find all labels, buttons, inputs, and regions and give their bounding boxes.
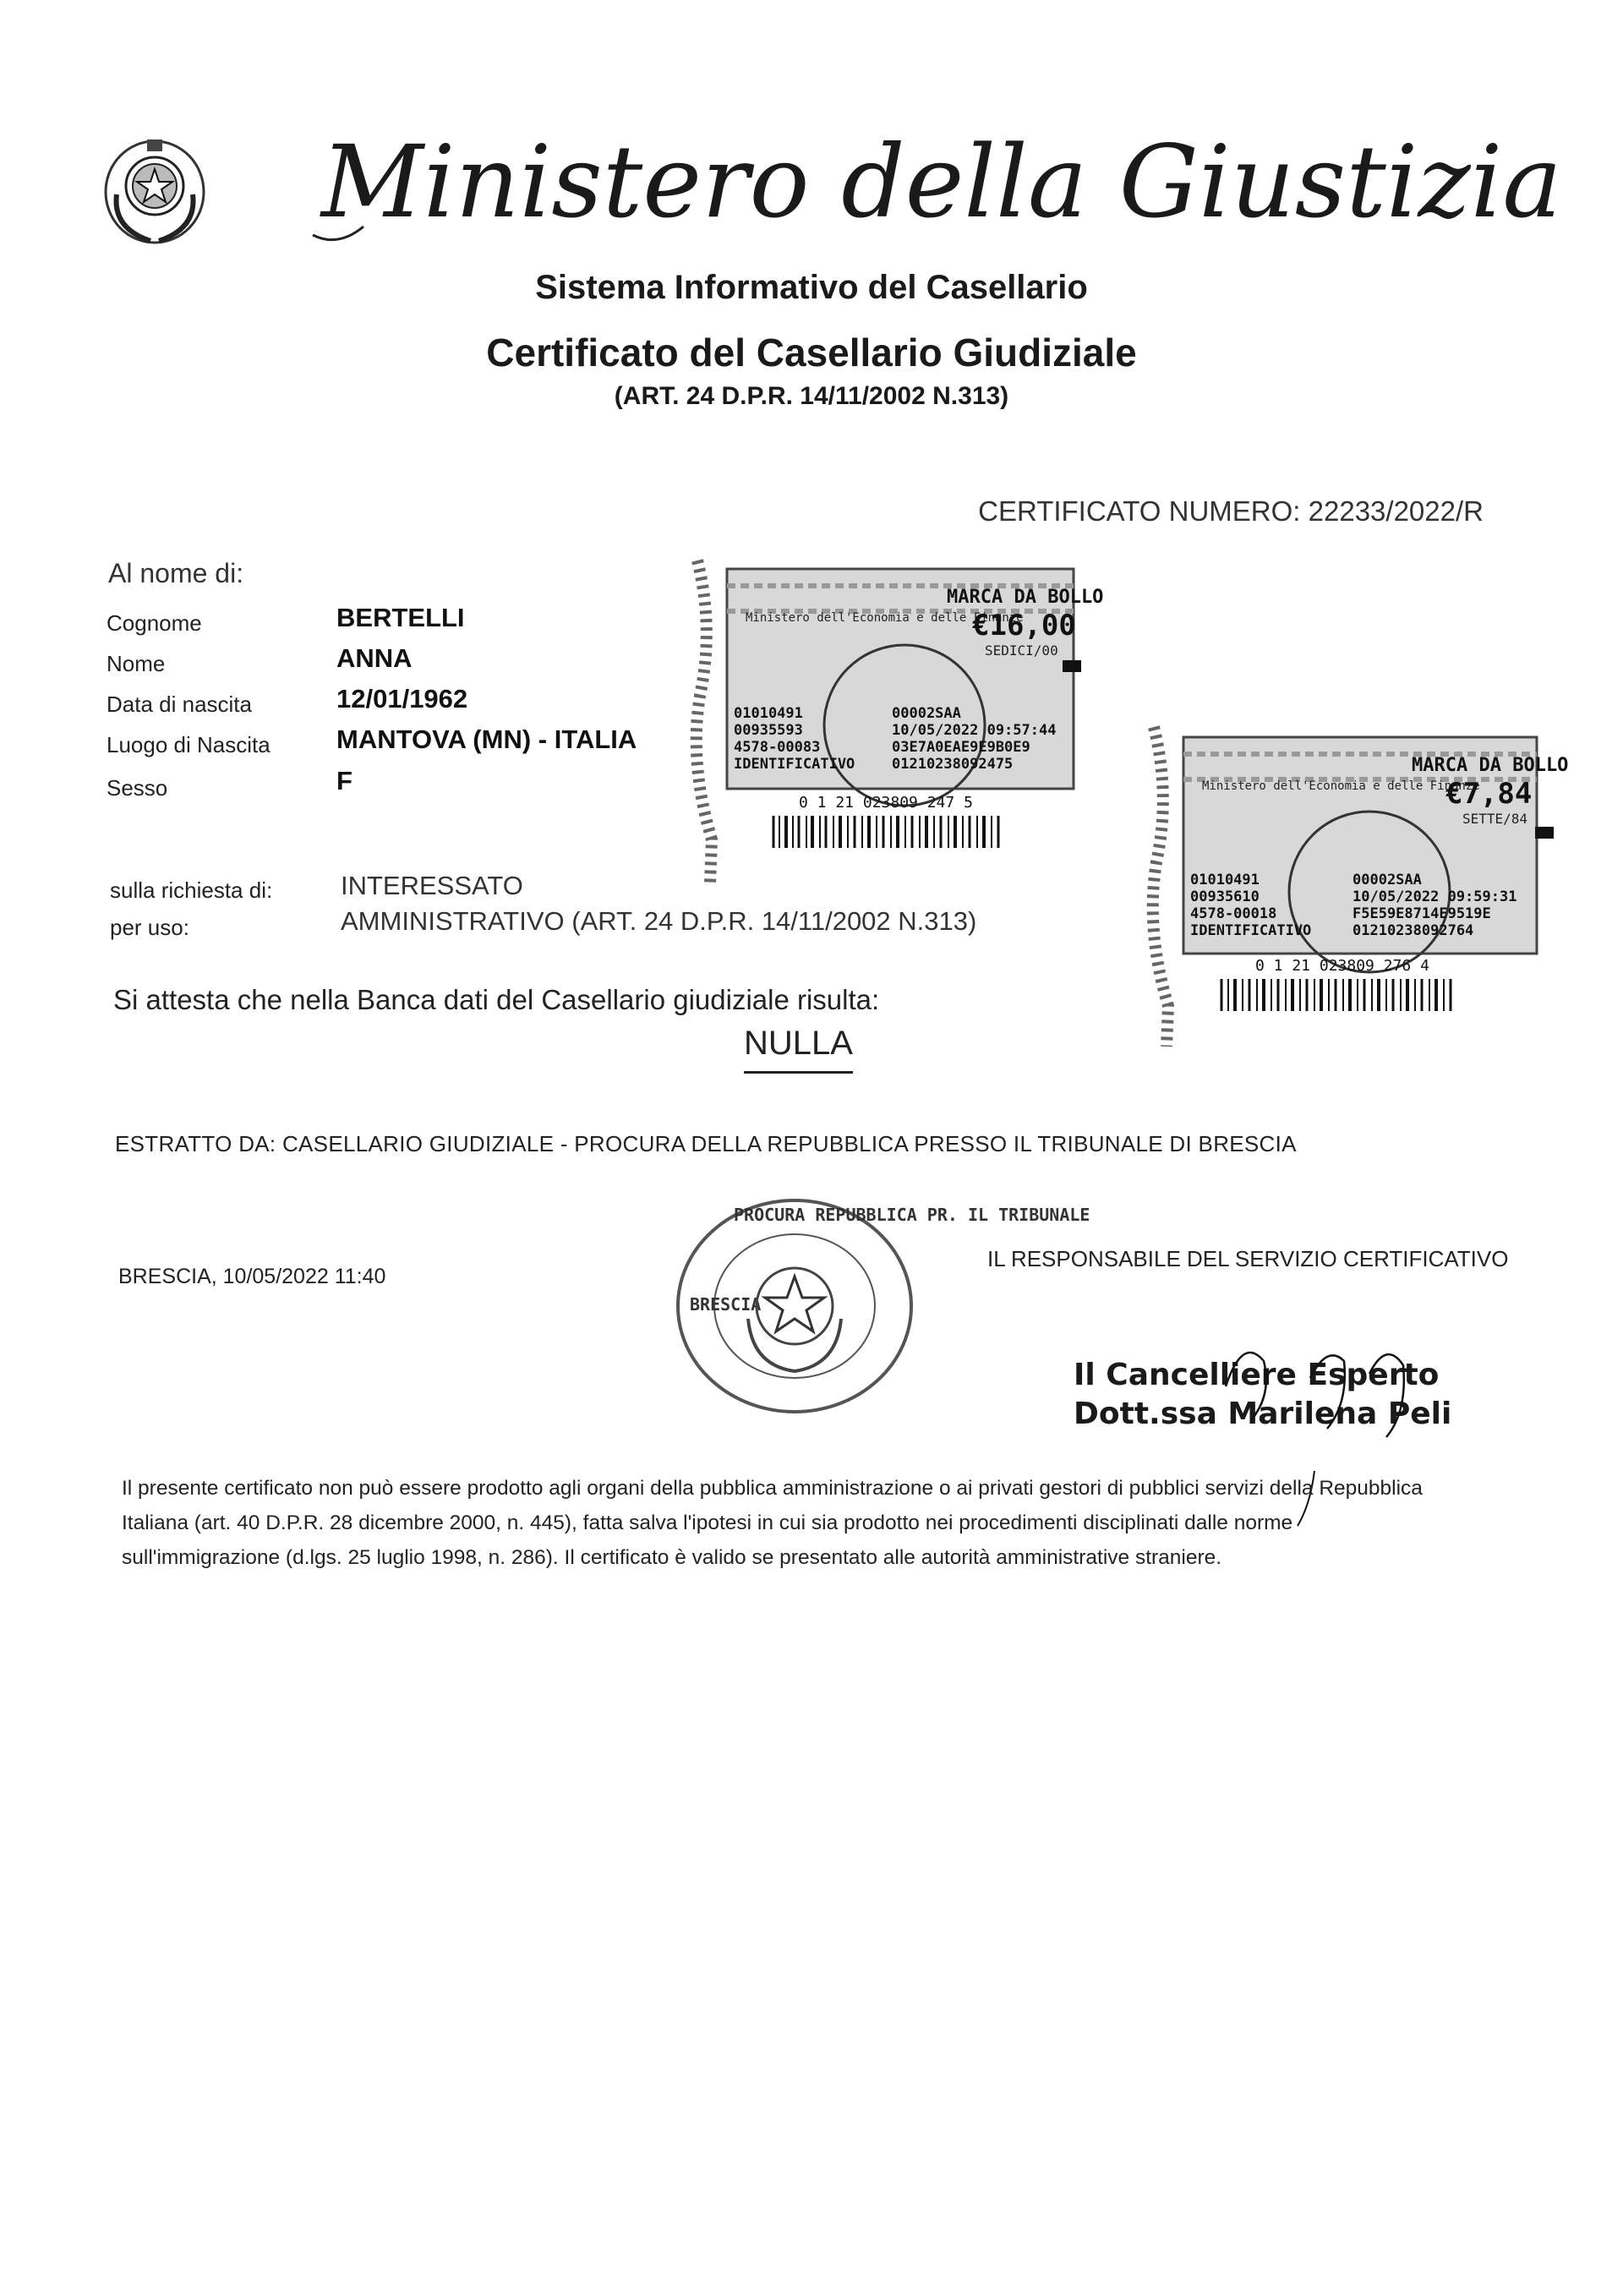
svg-text:BRESCIA: BRESCIA [690,1294,762,1315]
responsible-label: IL RESPONSABILE DEL SERVIZIO CERTIFICATIVO [987,1246,1509,1271]
svg-text:03E7A0EAE9E9B0E9: 03E7A0EAE9E9B0E9 [892,739,1030,756]
svg-text:4578-00083: 4578-00083 [734,739,821,756]
place-date: BRESCIA, 10/05/2022 11:40 [118,1265,386,1288]
svg-text:10/05/2022 09:57:44: 10/05/2022 09:57:44 [892,722,1057,739]
system-title: Sistema Informativo del Casellario [535,269,1088,306]
certificate-number: CERTIFICATO NUMERO: 22233/2022/R [978,495,1484,527]
svg-text:Ministero della Giustizia: Ministero della Giustizia [321,123,1562,240]
svg-text:IDENTIFICATIVO: IDENTIFICATIVO [734,756,855,773]
svg-text:00002SAA: 00002SAA [1352,872,1422,888]
svg-text:€7,84: €7,84 [1445,777,1533,811]
birth-date-value: 12/01/1962 [336,684,468,713]
use-value: AMMINISTRATIVO (ART. 24 D.P.R. 14/11/2002 N.313) [341,906,977,936]
svg-text:MARCA DA BOLLO: MARCA DA BOLLO [947,587,1104,608]
requested-by-label: sulla richiesta di: [110,877,273,903]
name-label: Nome [107,651,166,676]
disclaimer-line-1: Il presente certificato non può essere prodotto agli organi della pubblica amministrazione o ai privati gestori di pubblici servizi della Repubblica [122,1477,1423,1500]
legal-disclaimer [122,1471,1508,1575]
svg-text:00002SAA: 00002SAA [892,705,961,722]
svg-text:IDENTIFICATIVO: IDENTIFICATIVO [1190,922,1312,939]
svg-text:Ministero dell'Economia e dell: Ministero dell'Economia e delle Finanze [1202,779,1480,793]
italian-republic-emblem [100,135,210,249]
svg-text:€16,00: €16,00 [972,609,1076,642]
svg-text:0 1 21 023809 247 5: 0 1 21 023809 247 5 [799,794,973,812]
svg-text:F5E59E8714E9519E: F5E59E8714E9519E [1352,905,1491,922]
ministry-title [304,117,1562,252]
extract-source: ESTRATTO DA: CASELLARIO GIUDIZIALE - PROCURA DELLA REPUBBLICA PRESSO IL TRIBUNALE DI BRESCIA [115,1131,1297,1156]
svg-text:Ministero dell'Economia e dell: Ministero dell'Economia e delle Finanze [746,611,1024,625]
svg-text:MARCA DA BOLLO: MARCA DA BOLLO [1412,755,1569,776]
revenue-stamp-16 [693,560,1104,883]
sex-label: Sesso [107,775,168,801]
birth-place-value: MANTOVA (MN) - ITALIA [336,724,637,754]
procura-seal [668,1192,1090,1420]
svg-text:0 1 21 023809 276 4: 0 1 21 023809 276 4 [1255,957,1429,975]
svg-text:00935610: 00935610 [1190,888,1260,905]
revenue-stamp-7-84 [1150,727,1569,1047]
svg-text:10/05/2022 09:59:31: 10/05/2022 09:59:31 [1352,888,1517,905]
svg-text:01010491: 01010491 [734,705,803,722]
signer-title: Il Cancelliere Esperto [1074,1358,1440,1392]
svg-text:PROCURA REPUBBLICA PR. IL TRIB: PROCURA REPUBBLICA PR. IL TRIBUNALE [734,1205,1090,1225]
requested-by-value: INTERESSATO [341,871,523,900]
result-value: NULLA [744,1025,853,1074]
svg-text:01210238092764: 01210238092764 [1352,922,1474,939]
sex-value: F [336,766,352,795]
surname-label: Cognome [107,610,202,636]
signer-name: Dott.ssa Marilena Peli [1074,1397,1452,1431]
svg-text:01010491: 01010491 [1190,872,1260,888]
svg-text:SEDICI/00: SEDICI/00 [985,642,1058,659]
svg-text:4578-00018: 4578-00018 [1190,905,1277,922]
attestation-text: Si attesta che nella Banca dati del Casellario giudiziale risulta: [113,984,880,1015]
legal-reference: (ART. 24 D.P.R. 14/11/2002 N.313) [614,382,1009,410]
svg-text:01210238092475: 01210238092475 [892,756,1014,773]
birth-date-label: Data di nascita [107,692,252,717]
subject-heading: Al nome di: [108,558,244,588]
certificate-title: Certificato del Casellario Giudiziale [486,331,1137,374]
surname-value: BERTELLI [336,603,465,632]
disclaimer-line-3: sull'immigrazione (d.lgs. 25 luglio 1998, n. 286). Il certificato è valido se presentato alle autorità amministrative straniere. [122,1546,1222,1569]
disclaimer-line-2: Italiana (art. 40 D.P.R. 28 dicembre 2000, n. 445), fatta salva l'ipotesi in cui sia prodotto nei procedimenti disciplinati dalle norme [122,1512,1293,1534]
birth-place-label: Luogo di Nascita [107,732,270,757]
name-value: ANNA [336,643,413,673]
use-label: per uso: [110,915,189,940]
svg-text:00935593: 00935593 [734,722,803,739]
svg-text:SETTE/84: SETTE/84 [1462,811,1528,827]
